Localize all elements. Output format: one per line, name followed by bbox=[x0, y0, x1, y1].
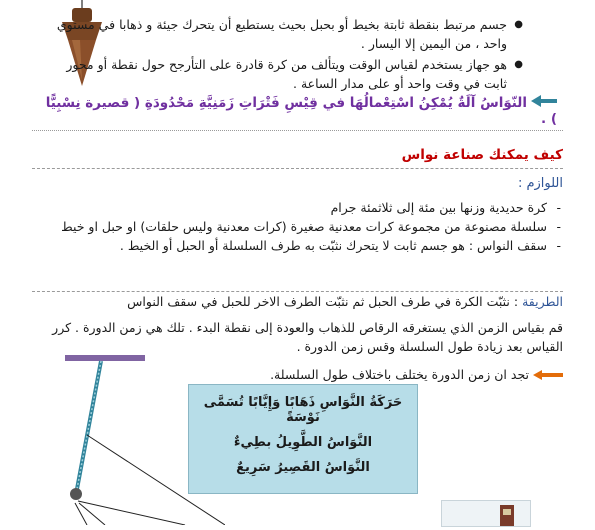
method-label: الطريقة bbox=[522, 294, 563, 309]
method-text: : نثبّت الكرة في طرف الحبل ثم نثبّت الطرف الاخر للحبل في سقف النواس bbox=[127, 294, 519, 309]
requirements-label: اللوازم : bbox=[517, 176, 563, 191]
definition-text: النّوَاسُ آلَةٌ يُمْكِنُ اسْتِعْمالُهَا في قِيْسِ فَتْرَاتِ زَمَنِيَّةِ مَحْدُودَةِ ( قصيرة نِسْبِيًّا ) . bbox=[45, 95, 557, 127]
list-item: ● هو جهاز يستخدم لقياس الوقت ويتألف من كرة قادرة على التأرجح حول نقطة أو محور ثابت في وقت واحد أو على مدار الساعة . bbox=[53, 55, 523, 93]
clock-image bbox=[441, 500, 531, 527]
list-item: - سقف النواس : هو جسم ثابت لا يتحرك نثبّت به طرف السلسلة أو الحبل أو الخيط . bbox=[53, 236, 563, 255]
instructions-paragraph: قم بقياس الزمن الذي يستغرقه الرقاص للذهاب والعودة إلى نقطة البدء . تلك هي زمن الدورة . كرر القياس بعد زيادة طول السلسلة وقس زمن الدورة . bbox=[52, 320, 563, 354]
summary-line: حَرَكَةُ النَّوَاسِ ذَهَابًا وَإِيَّابًا تُسَمَّى نَوْسَةً bbox=[203, 395, 403, 425]
divider bbox=[32, 130, 563, 131]
summary-line: النَّوَاسُ الطَّوِيلُ بطِيءٌ bbox=[233, 435, 373, 450]
top-bullet-list bbox=[53, 15, 563, 95]
summary-box bbox=[188, 384, 418, 494]
summary-line: النَّوَاسُ القَصِيرُ سَرِيعٌ bbox=[236, 460, 370, 475]
arrow-left-icon bbox=[533, 368, 563, 383]
list-item: - كرة حديدية وزنها بين مئة إلى ثلاثمئة جرام bbox=[53, 198, 563, 217]
section-title: كيف يمكنك صناعة نواس bbox=[401, 147, 563, 163]
divider bbox=[32, 291, 563, 292]
list-item: - سلسلة مصنوعة من مجموعة كرات معدنية صغيرة (كرات معدنية وليس حلقات) او حبل او خيط bbox=[53, 217, 563, 236]
requirements-list bbox=[53, 198, 563, 255]
method-line bbox=[23, 294, 563, 309]
conclusion-text: تجد ان زمن الدورة يختلف باختلاف طول السلسلة. bbox=[270, 367, 529, 382]
divider bbox=[32, 168, 563, 169]
definition-statement bbox=[37, 95, 557, 127]
arrow-left-icon bbox=[531, 95, 557, 111]
list-item: ● جسم مرتبط بنقطة ثابتة بخيط أو بحبل بحيث يستطيع أن يتحرك جيئة و ذهابا في مستوي واحد ، من اليمين إلا اليسار . bbox=[53, 15, 523, 53]
